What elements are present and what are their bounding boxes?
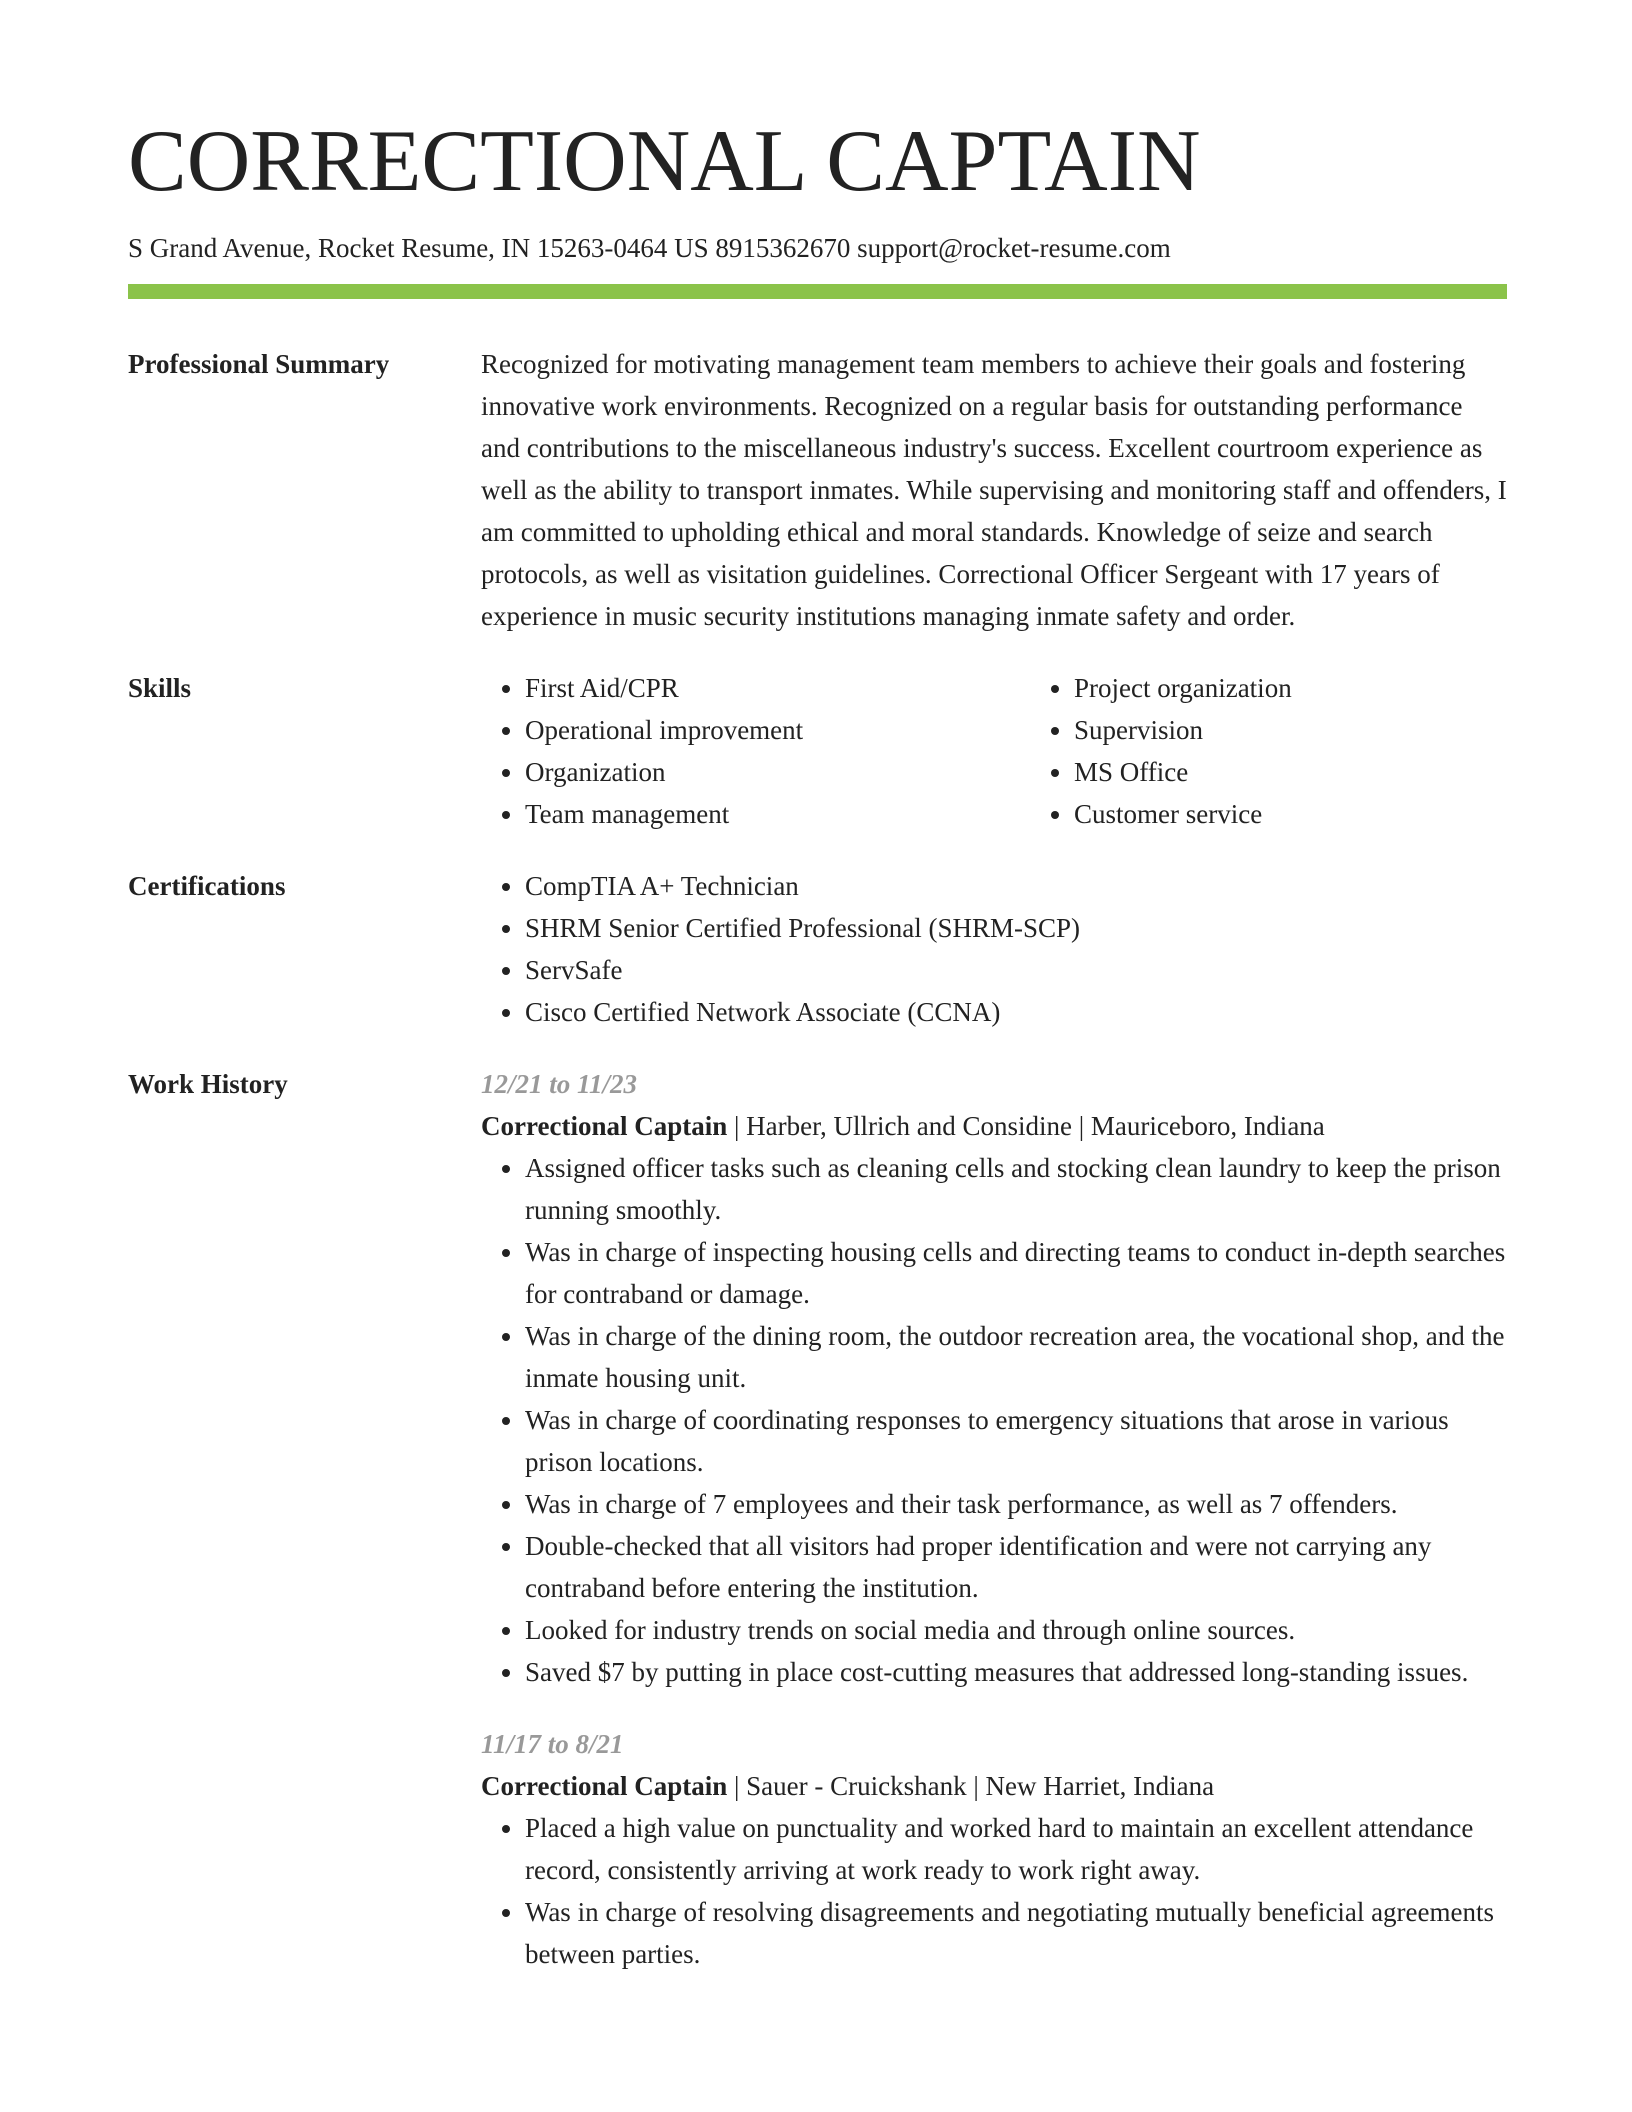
section-title: Work History — [128, 1069, 288, 1100]
section-work-history — [128, 1063, 1507, 2005]
candidate-name: CORRECTIONAL CAPTAIN — [128, 113, 1201, 210]
job-details: | Harber, Ullrich and Considine | Mauriceboro, Indiana — [727, 1111, 1325, 1142]
job-details: | Sauer - Cruickshank | New Harriet, Indiana — [727, 1771, 1215, 1802]
resume-sections — [128, 343, 1507, 2005]
responsibility-item: • Looked for industry trends on social media and through online sources. — [525, 1609, 1507, 1651]
section-body — [481, 343, 1507, 637]
section-title: Skills — [128, 673, 192, 704]
job-entry — [481, 1063, 1507, 1693]
job-title: Correctional Captain — [481, 1111, 728, 1142]
job-heading — [481, 1765, 1507, 1807]
responsibility-item: • Was in charge of 7 employees and their task performance, as well as 7 offenders. — [525, 1483, 1507, 1525]
job-responsibilities — [481, 1807, 1507, 1975]
responsibility-item: • Assigned officer tasks such as cleaning cells and stocking clean laundry to keep the prison running smoothly. — [525, 1147, 1507, 1231]
responsibility-item: • Placed a high value on punctuality and worked hard to maintain an excellent attendance record, consistently arriving at work ready to work right away. — [525, 1807, 1507, 1891]
skill-item: • Operational improvement — [525, 709, 1030, 751]
skills-list-right — [1030, 667, 1579, 835]
certifications-list — [481, 865, 1507, 1033]
section-title: Professional Summary — [128, 349, 390, 380]
certification-item: • CompTIA A+ Technician — [525, 865, 1507, 907]
section-professional-summary — [128, 343, 1507, 637]
responsibility-item: • Was in charge of the dining room, the outdoor recreation area, the vocational shop, and the inmate housing unit. — [525, 1315, 1507, 1399]
header-divider — [128, 284, 1507, 299]
skills-list-left — [481, 667, 1030, 835]
skills-grid — [481, 667, 1579, 835]
job-dates: 11/17 to 8/21 — [481, 1729, 624, 1760]
responsibility-item: • Was in charge of inspecting housing cells and directing teams to conduct in-depth searches for contraband or damage. — [525, 1231, 1507, 1315]
job-responsibilities — [481, 1147, 1507, 1693]
skill-item: • MS Office — [1074, 751, 1579, 793]
section-skills — [128, 667, 1507, 835]
skill-item: • Organization — [525, 751, 1030, 793]
responsibility-item: • Was in charge of coordinating responses to emergency situations that arose in various prison locations. — [525, 1399, 1507, 1483]
skill-item: • Supervision — [1074, 709, 1579, 751]
section-body — [481, 865, 1507, 1033]
contact-line: S Grand Avenue, Rocket Resume, IN 15263-0464 US 8915362670 support@rocket-resume.com — [128, 233, 1171, 263]
section-title: Certifications — [128, 871, 286, 902]
job-heading — [481, 1105, 1507, 1147]
responsibility-item: • Saved $7 by putting in place cost-cutting measures that addressed long-standing issues. — [525, 1651, 1507, 1693]
summary-text: Recognized for motivating management team members to achieve their goals and fostering innovative work environments. Recognized on a regular basis for outstanding performance and contributions to the miscellaneous industry's success. Excellent courtroom experience as well as the ability to transport inmates. While supervising and monitoring staff and offenders, I am committed to upholding ethical and moral standards. Knowledge of seize and search protocols, as well as visitation guidelines. Correctional Officer Sergeant with 17 years of experience in music security institutions managing inmate safety and order. — [481, 349, 1507, 632]
certification-item: • Cisco Certified Network Associate (CCNA) — [525, 991, 1507, 1033]
responsibility-item: • Was in charge of resolving disagreements and negotiating mutually beneficial agreements between parties. — [525, 1891, 1507, 1975]
skill-item: • Team management — [525, 793, 1030, 835]
responsibility-item: • Double-checked that all visitors had proper identification and were not carrying any contraband before entering the institution. — [525, 1525, 1507, 1609]
certification-item: • SHRM Senior Certified Professional (SHRM-SCP) — [525, 907, 1507, 949]
section-certifications — [128, 865, 1507, 1033]
skill-item: • First Aid/CPR — [525, 667, 1030, 709]
job-title: Correctional Captain — [481, 1771, 728, 1802]
job-dates: 12/21 to 11/23 — [481, 1069, 638, 1100]
skill-item: • Customer service — [1074, 793, 1579, 835]
certification-item: • ServSafe — [525, 949, 1507, 991]
skill-item: • Project organization — [1074, 667, 1579, 709]
job-entry — [481, 1723, 1507, 1975]
section-body — [481, 1063, 1507, 2005]
